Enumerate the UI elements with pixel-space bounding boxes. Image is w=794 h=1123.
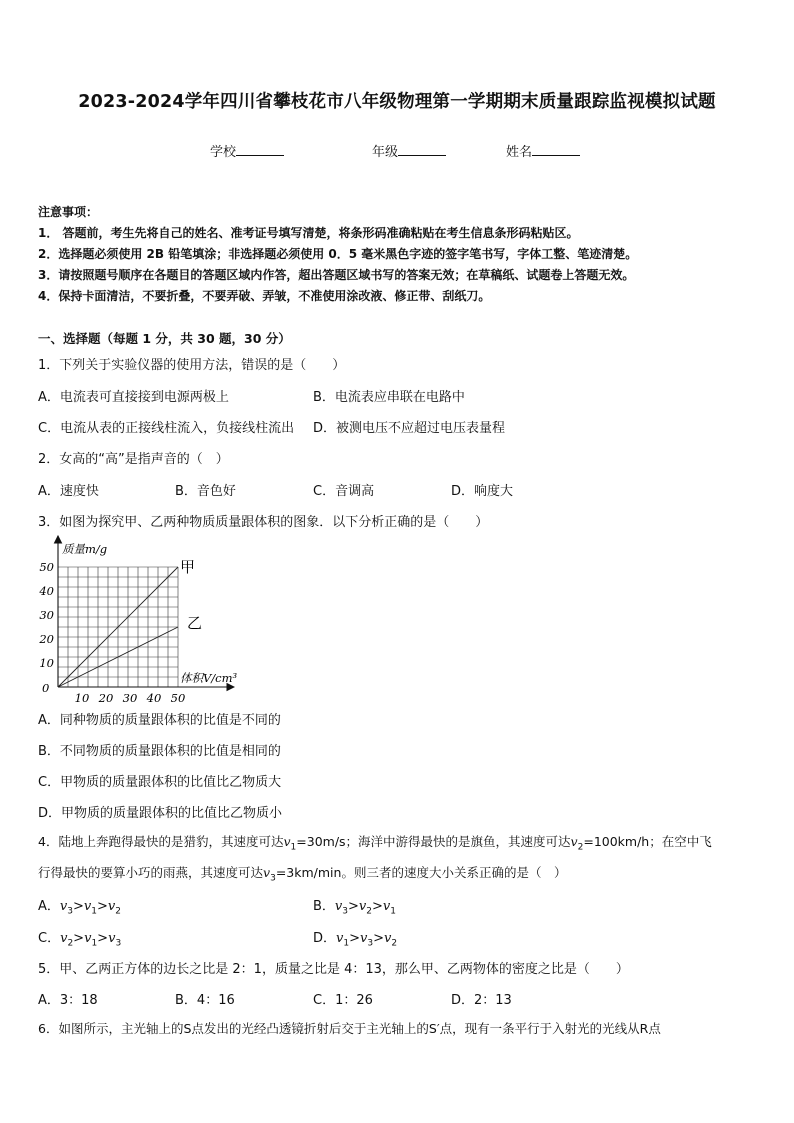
grade-field[interactable] — [372, 141, 446, 160]
q2-option-a[interactable]: A．速度快 — [38, 484, 99, 499]
q2-option-c[interactable]: C．音调高 — [313, 484, 375, 499]
chart-svg — [34, 532, 264, 704]
q3-option-b[interactable]: B．不同物质的质量跟体积的比值是相同的 — [38, 744, 281, 759]
q5-option-a[interactable]: A．3：18 — [38, 993, 98, 1008]
school-label: 学校 — [210, 145, 237, 160]
q3-option-a[interactable]: A．同种物质的质量跟体积的比值是不同的 — [38, 713, 281, 728]
question-2-stem: 2．女高的“高”是指声音的（ ） — [38, 452, 229, 467]
school-field[interactable] — [210, 141, 284, 160]
page-title: 2023-2024学年四川省攀枝花市八年级物理第一学期期末质量跟踪监视模拟试题 — [78, 92, 716, 112]
q1-option-c[interactable]: C．电流从表的正接线柱流入，负接线柱流出 — [38, 421, 295, 436]
q1-option-b[interactable]: B．电流表应串联在电路中 — [313, 390, 465, 405]
note-item: 3．请按照题号顺序在各题目的答题区域内作答，超出答题区域书写的答案无效；在草稿纸、试题卷上答题无效。 — [38, 268, 635, 282]
q2-option-b[interactable]: B．音色好 — [175, 484, 236, 499]
grade-label: 年级 — [372, 145, 399, 160]
origin-label: 0 — [42, 681, 50, 695]
x-axis-label: 体积V/cm³ — [180, 671, 238, 685]
q3-option-d[interactable]: D．甲物质的质量跟体积的比值比乙物质小 — [38, 806, 283, 821]
question-1-stem: 1．下列关于实验仪器的使用方法，错误的是（ ） — [38, 358, 346, 373]
q4-option-c[interactable]: C．$v_2>v_1>v_3$ — [38, 931, 122, 949]
x-tick-label: 40 — [146, 691, 162, 704]
name-label: 姓名 — [506, 145, 533, 160]
question-6-stem: 6．如图所示，主光轴上的S点发出的光经凸透镜折射后交于主光轴上的S′点，现有一条平行于入射光的光线从R点 — [38, 1021, 661, 1036]
q5-option-b[interactable]: B．4：16 — [175, 993, 235, 1008]
q4-option-d[interactable]: D．$v_1>v_3>v_2$ — [313, 931, 398, 949]
q1-option-d[interactable]: D．被测电压不应超过电压表量程 — [313, 421, 506, 436]
x-tick-label: 50 — [170, 691, 186, 704]
y-tick-label: 30 — [39, 608, 54, 622]
note-item: 2．选择题必须使用 2B 铅笔填涂；非选择题必须使用 0．5 毫米黑色字迹的签字笔书写，字体工整、笔迹清楚。 — [38, 247, 638, 261]
name-field[interactable] — [506, 141, 580, 160]
note-item: 1． 答题前，考生先将自己的姓名、准考证号填写清楚，将条形码准确粘贴在考生信息条形码粘贴区。 — [38, 226, 579, 240]
x-tick-label: 30 — [122, 691, 138, 704]
question-3-stem: 3．如图为探究甲、乙两种物质质量跟体积的图象．以下分析正确的是（ ） — [38, 515, 489, 530]
notes-heading: 注意事项： — [38, 205, 99, 219]
section-heading: 一、选择题（每题 1 分，共 30 题，30 分） — [38, 331, 291, 346]
x-tick-label: 10 — [74, 691, 90, 704]
y-axis-label: 质量m/g — [62, 542, 108, 556]
q5-option-c[interactable]: C．1：26 — [313, 993, 373, 1008]
y-tick-label: 50 — [39, 560, 54, 574]
note-item: 4．保持卡面清洁，不要折叠，不要弄破、弄皱，不准使用涂改液、修正带、刮纸刀。 — [38, 289, 491, 303]
q4-option-a[interactable]: A．$v_3>v_1>v_2$ — [38, 899, 121, 917]
y-tick-label: 40 — [39, 584, 54, 598]
q4-option-b[interactable]: B．$v_3>v_2>v_1$ — [313, 899, 397, 917]
mass-volume-chart — [34, 532, 264, 704]
question-5-stem: 5．甲、乙两正方体的边长之比是 2：1，质量之比是 4：13，那么甲、乙两物体的密度之比是（ ） — [38, 962, 629, 977]
series-label-jia: 甲 — [180, 558, 196, 576]
question-4-stem-line2: 行得最快的要算小巧的雨燕，其速度可达$v_3=3km/\min$。则三者的速度大小关系正确的是（ ） — [38, 865, 567, 884]
question-4-stem-line1: 4．陆地上奔跑得最快的是猎豹，其速度可达$v_1=30m/s$；海洋中游得最快的是旗鱼，其速度可达$v_2=100km/h$；在空中飞 — [38, 834, 712, 853]
y-tick-label: 20 — [39, 632, 54, 646]
q2-option-d[interactable]: D．响度大 — [451, 484, 514, 499]
q3-option-c[interactable]: C．甲物质的质量跟体积的比值比乙物质大 — [38, 775, 282, 790]
x-tick-label: 20 — [98, 691, 114, 704]
q1-option-a[interactable]: A．电流表可直接接到电源两极上 — [38, 390, 229, 405]
y-tick-label: 10 — [39, 656, 54, 670]
series-label-yi: 乙 — [187, 614, 203, 632]
q5-option-d[interactable]: D．2：13 — [451, 993, 512, 1008]
